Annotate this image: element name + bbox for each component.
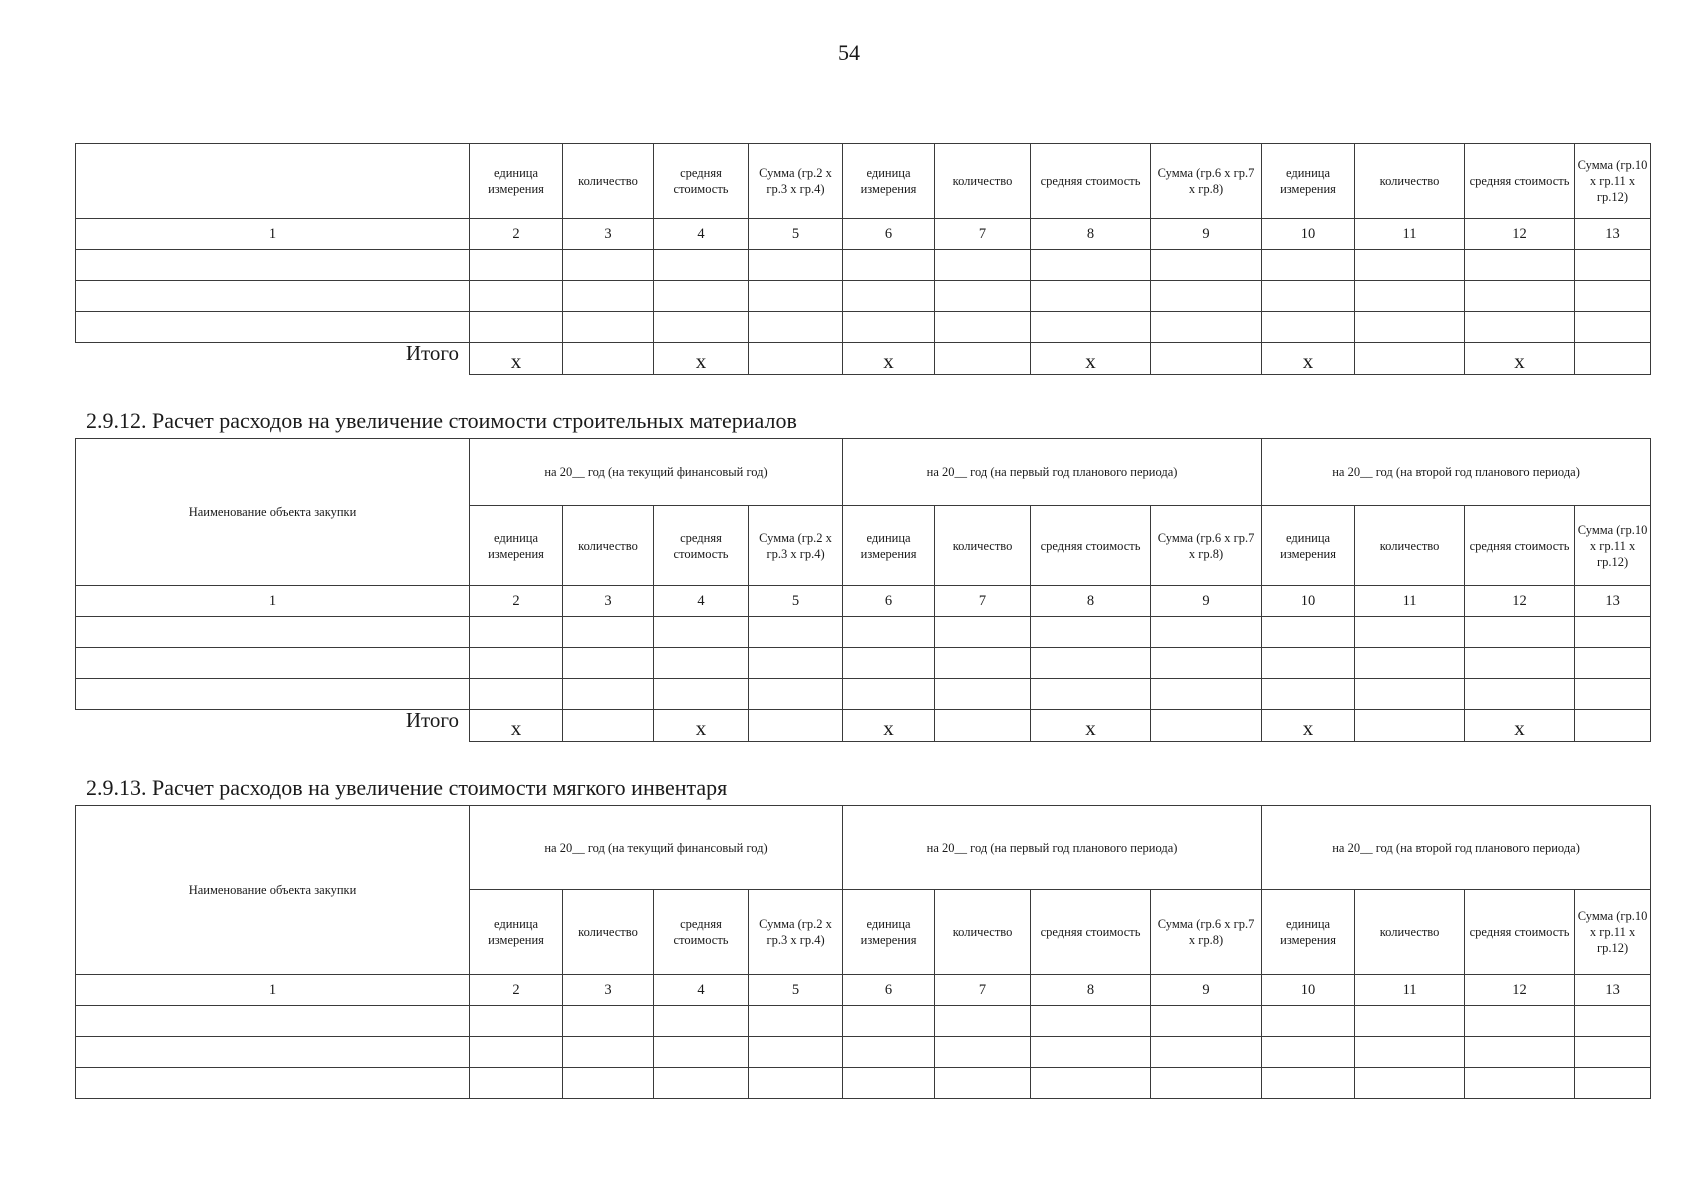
col-avg-header: средняя стоимость — [654, 144, 749, 219]
col-qty-header: количество — [1355, 144, 1465, 219]
x-mark: х — [1031, 343, 1151, 375]
col-number: 1 — [76, 975, 470, 1006]
col-number: 13 — [1575, 975, 1651, 1006]
table-row — [76, 1068, 1651, 1099]
col-number: 5 — [749, 219, 843, 250]
table-row — [76, 617, 1651, 648]
col-qty-header: количество — [935, 144, 1031, 219]
col-avg-header: средняя стоимость — [1465, 144, 1575, 219]
col-avg-header: средняя стоимость — [1031, 144, 1151, 219]
col-sum-header: Сумма (гр.6 х гр.7 х гр.8) — [1151, 144, 1262, 219]
period-second-header: на 20__ год (на второй год планового периода) — [1262, 439, 1651, 506]
col-number: 13 — [1575, 586, 1651, 617]
col-unit-header: единица измерения — [470, 506, 563, 586]
x-mark: х — [654, 710, 749, 742]
column-headers-row — [76, 144, 1651, 219]
col-number: 5 — [749, 586, 843, 617]
table-continued — [75, 143, 1651, 375]
col-number: 10 — [1262, 219, 1355, 250]
table-row — [76, 312, 1651, 343]
col-number: 2 — [470, 586, 563, 617]
col-qty-header: количество — [1355, 506, 1465, 586]
col-unit-header: единица измерения — [843, 890, 935, 975]
x-mark: х — [1465, 343, 1575, 375]
x-mark: х — [843, 343, 935, 375]
col-number: 11 — [1355, 975, 1465, 1006]
table-2-9-12 — [75, 438, 1651, 742]
col-number: 6 — [843, 586, 935, 617]
col-number: 9 — [1151, 586, 1262, 617]
col-number: 10 — [1262, 975, 1355, 1006]
table-row — [76, 250, 1651, 281]
section-title-2-9-12: 2.9.12. Расчет расходов на увеличение стоимости строительных материалов — [86, 408, 797, 433]
col-avg-header: средняя стоимость — [1465, 506, 1575, 586]
col-qty-header: количество — [935, 506, 1031, 586]
col-number: 4 — [654, 219, 749, 250]
col-avg-header: средняя стоимость — [1031, 890, 1151, 975]
table-row — [76, 1037, 1651, 1068]
total-row — [76, 710, 1651, 742]
page-number: 54 — [838, 40, 860, 65]
col-avg-header: средняя стоимость — [1031, 506, 1151, 586]
col-number: 9 — [1151, 975, 1262, 1006]
x-mark: х — [1262, 343, 1355, 375]
table-row — [76, 281, 1651, 312]
col-number: 11 — [1355, 219, 1465, 250]
col-avg-header: средняя стоимость — [654, 506, 749, 586]
period-first-header: на 20__ год (на первый год планового периода) — [843, 439, 1262, 506]
col-number: 10 — [1262, 586, 1355, 617]
period-headers-row — [76, 439, 1651, 506]
col-sum-header: Сумма (гр.2 х гр.3 х гр.4) — [749, 506, 843, 586]
col-number: 7 — [935, 975, 1031, 1006]
period-current-header: на 20__ год (на текущий финансовый год) — [470, 439, 843, 506]
col-sum-header: Сумма (гр.10 х гр.11 х гр.12) — [1575, 506, 1651, 586]
col-number: 12 — [1465, 586, 1575, 617]
col-number: 1 — [76, 586, 470, 617]
table-2-9-13 — [75, 805, 1651, 1099]
col-number: 1 — [76, 219, 470, 250]
col-number: 5 — [749, 975, 843, 1006]
col-number: 6 — [843, 975, 935, 1006]
col-unit-header: единица измерения — [843, 506, 935, 586]
col-number: 4 — [654, 586, 749, 617]
col-qty-header: количество — [563, 890, 654, 975]
col-number: 8 — [1031, 586, 1151, 617]
col-sum-header: Сумма (гр.2 х гр.3 х гр.4) — [749, 144, 843, 219]
col-number: 9 — [1151, 219, 1262, 250]
x-mark: х — [470, 710, 563, 742]
col-unit-header: единица измерения — [843, 144, 935, 219]
table-row — [76, 679, 1651, 710]
table-row — [76, 648, 1651, 679]
col-number: 2 — [470, 219, 563, 250]
total-label: Итого — [76, 343, 470, 375]
empty-header-cell — [76, 144, 470, 219]
x-mark: х — [1262, 710, 1355, 742]
table-row — [76, 1006, 1651, 1037]
col-number: 3 — [563, 975, 654, 1006]
col-number: 12 — [1465, 219, 1575, 250]
x-mark: х — [654, 343, 749, 375]
col-number: 3 — [563, 219, 654, 250]
period-headers-row — [76, 806, 1651, 890]
col-unit-header: единица измерения — [1262, 890, 1355, 975]
x-mark: х — [1031, 710, 1151, 742]
column-numbers-row — [76, 219, 1651, 250]
col-number: 6 — [843, 219, 935, 250]
col-unit-header: единица измерения — [1262, 506, 1355, 586]
col-avg-header: средняя стоимость — [654, 890, 749, 975]
period-first-header: на 20__ год (на первый год планового периода) — [843, 806, 1262, 890]
period-second-header: на 20__ год (на второй год планового периода) — [1262, 806, 1651, 890]
col-sum-header: Сумма (гр.2 х гр.3 х гр.4) — [749, 890, 843, 975]
total-label: Итого — [76, 710, 470, 742]
column-numbers-row — [76, 975, 1651, 1006]
x-mark: х — [470, 343, 563, 375]
total-row — [76, 343, 1651, 375]
col-qty-header: количество — [563, 506, 654, 586]
col-unit-header: единица измерения — [1262, 144, 1355, 219]
column-numbers-row — [76, 586, 1651, 617]
col-number: 8 — [1031, 975, 1151, 1006]
col-qty-header: количество — [935, 890, 1031, 975]
section-title-2-9-13: 2.9.13. Расчет расходов на увеличение стоимости мягкого инвентаря — [86, 775, 728, 800]
col-sum-header: Сумма (гр.10 х гр.11 х гр.12) — [1575, 890, 1651, 975]
col-unit-header: единица измерения — [470, 144, 563, 219]
col-number: 2 — [470, 975, 563, 1006]
col-sum-header: Сумма (гр.6 х гр.7 х гр.8) — [1151, 506, 1262, 586]
period-current-header: на 20__ год (на текущий финансовый год) — [470, 806, 843, 890]
col-number: 13 — [1575, 219, 1651, 250]
name-header: Наименование объекта закупки — [76, 806, 470, 975]
col-number: 11 — [1355, 586, 1465, 617]
col-number: 4 — [654, 975, 749, 1006]
col-sum-header: Сумма (гр.6 х гр.7 х гр.8) — [1151, 890, 1262, 975]
name-header: Наименование объекта закупки — [76, 439, 470, 586]
x-mark: х — [1465, 710, 1575, 742]
col-qty-header: количество — [1355, 890, 1465, 975]
col-number: 7 — [935, 219, 1031, 250]
x-mark: х — [843, 710, 935, 742]
col-number: 7 — [935, 586, 1031, 617]
col-number: 12 — [1465, 975, 1575, 1006]
col-number: 8 — [1031, 219, 1151, 250]
col-avg-header: средняя стоимость — [1465, 890, 1575, 975]
col-qty-header: количество — [563, 144, 654, 219]
col-sum-header: Сумма (гр.10 х гр.11 х гр.12) — [1575, 144, 1651, 219]
col-number: 3 — [563, 586, 654, 617]
col-unit-header: единица измерения — [470, 890, 563, 975]
